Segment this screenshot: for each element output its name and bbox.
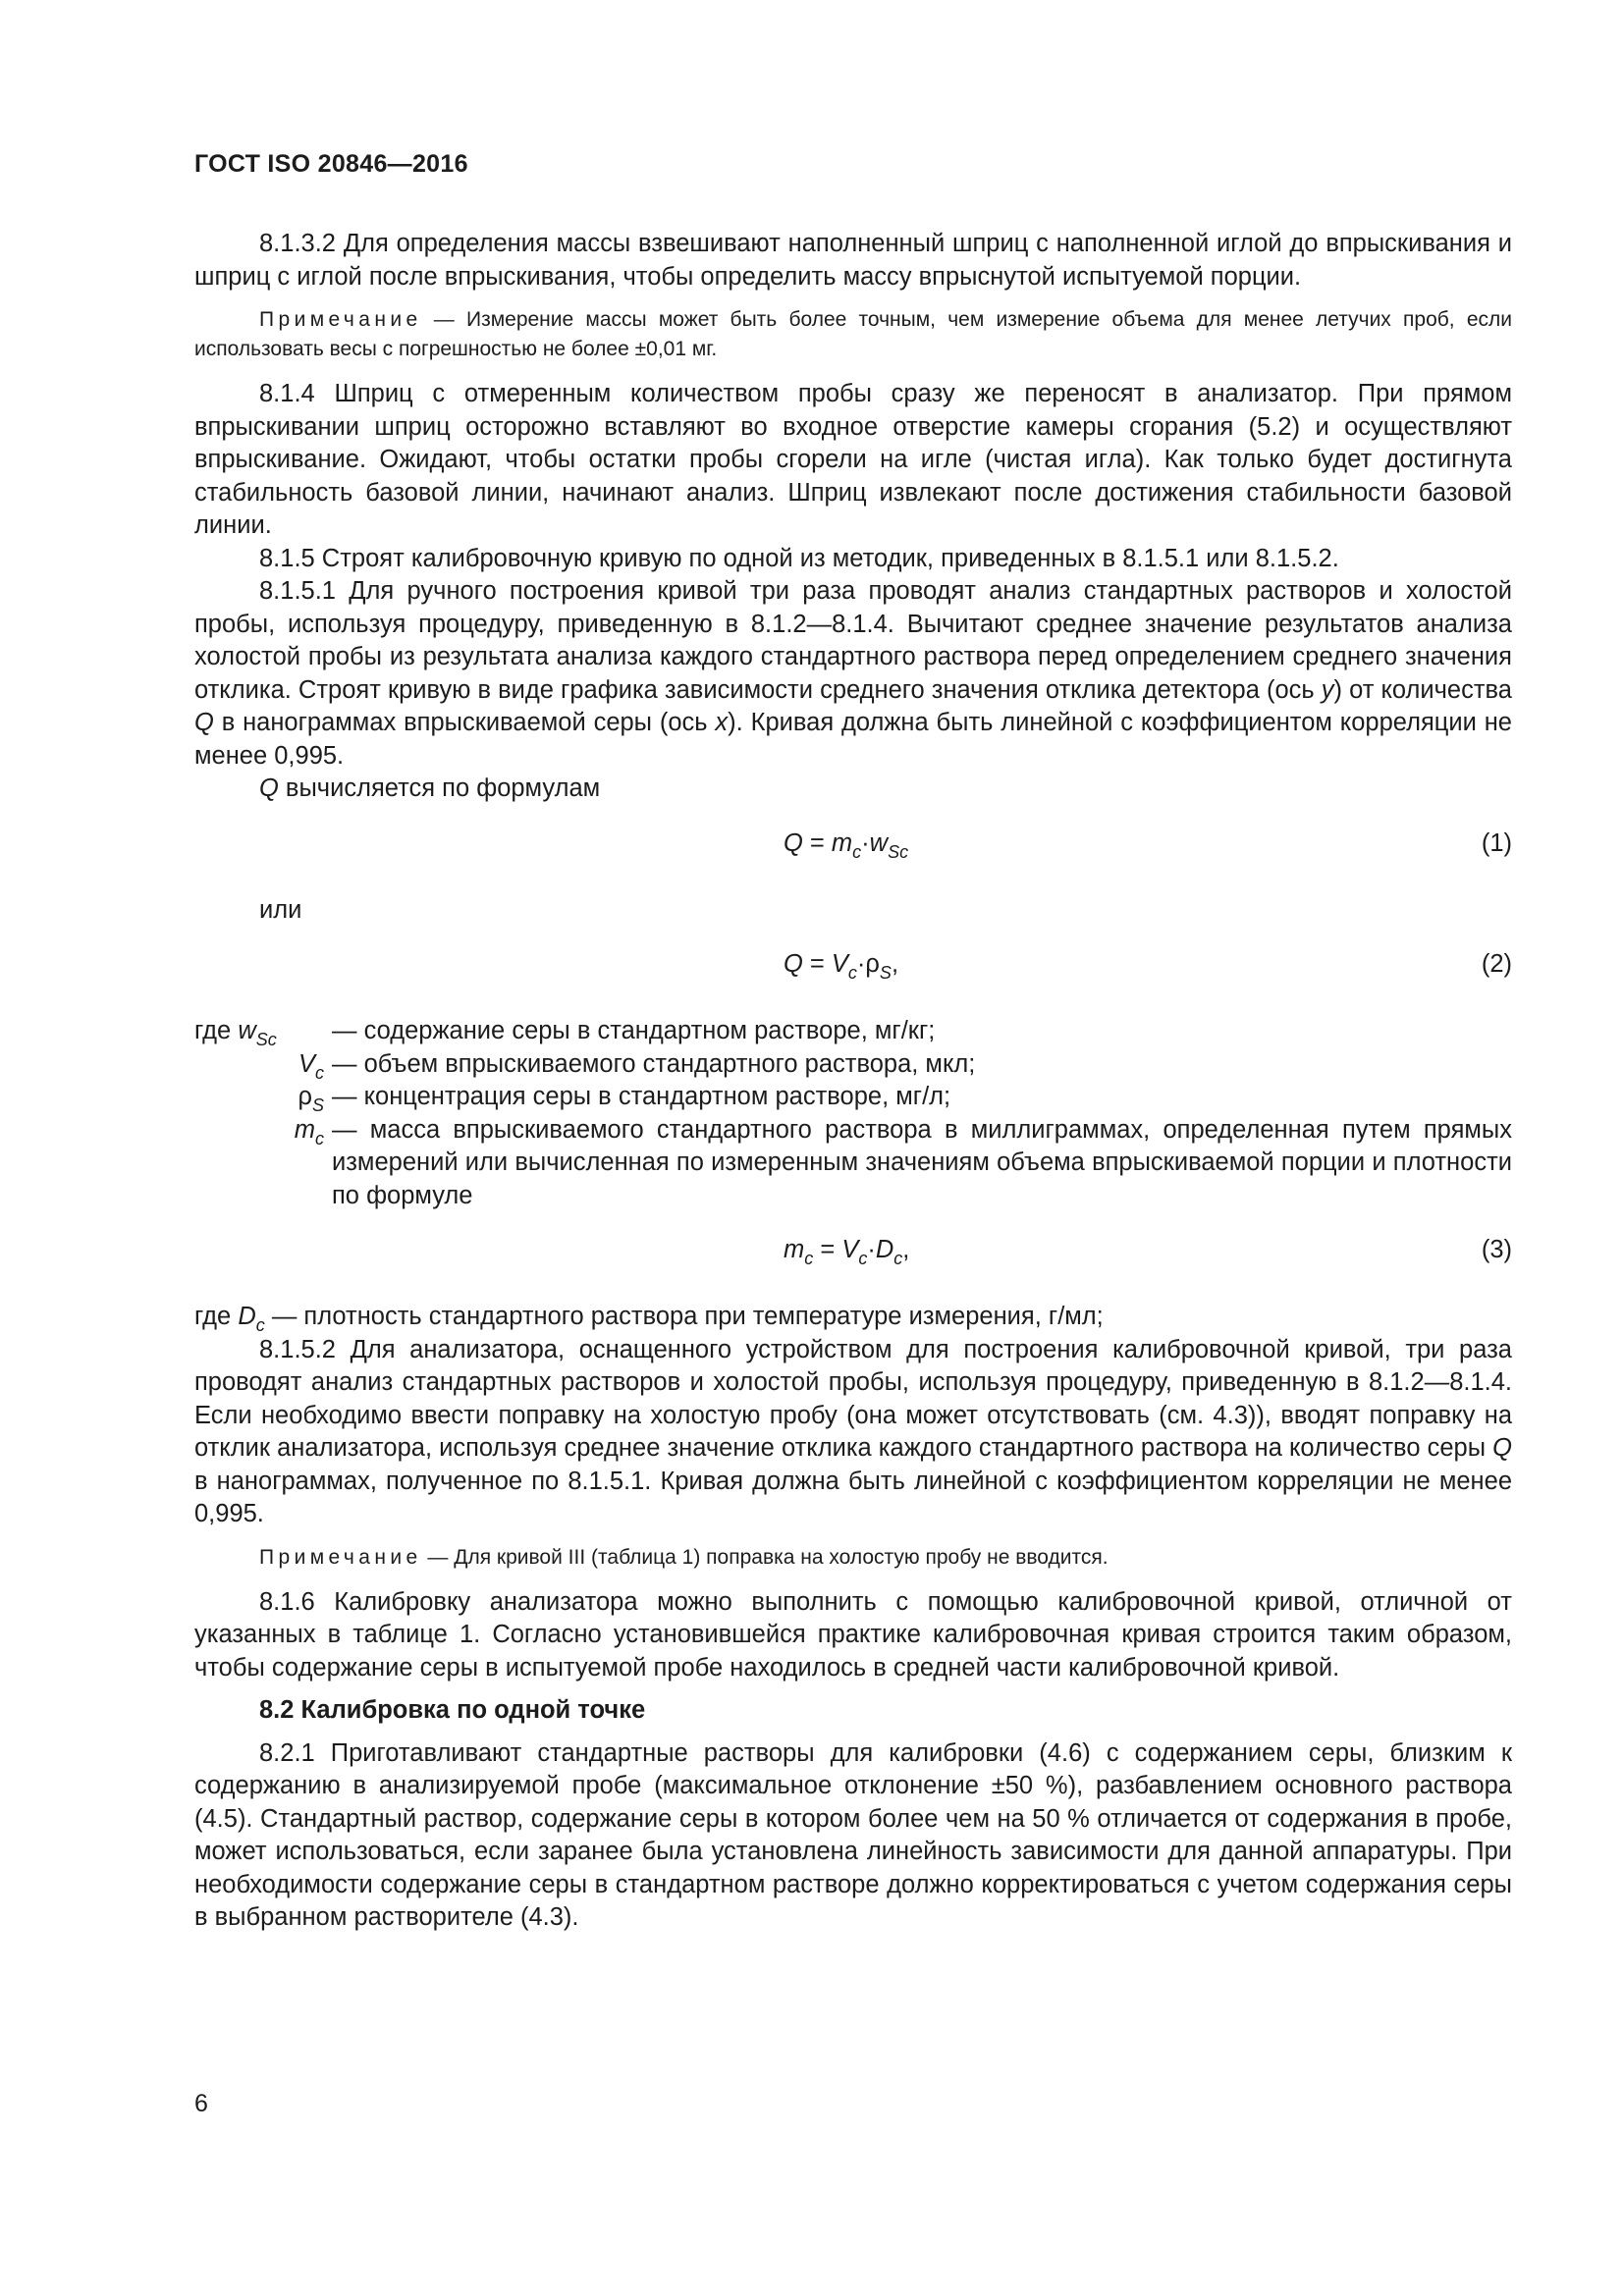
text-segment: вычисляется по формулам bbox=[278, 774, 601, 802]
definitions-list bbox=[194, 1015, 1512, 1212]
equation-2-formula: $Q = V_c\cdot\rho_S$, bbox=[784, 950, 899, 983]
text-segment: 8.1.5.2 Для анализатора, оснащенного устройством для построения калибровочной кривой, три раза проводят анализ стандартных растворов и холостой пробы, используя процедуру, приведенную в 8.1.2—8.1.4. Если необходимо ввести поправку на холостую пробу (она может отсутствовать (см. 4.3)), вводят поправку на отклик анализатора, используя среднее значение отклика каждого стандартного раствора на количество серы bbox=[194, 1335, 1512, 1462]
definition-symbol: где $w_{Sc}$ bbox=[194, 1017, 277, 1049]
equation-3 bbox=[194, 1234, 1512, 1283]
where-label: где bbox=[194, 1303, 232, 1330]
paragraph-8-1-4: 8.1.4 Шприц с отмеренным количеством пробы сразу же переносят в анализатор. При прямом впрыскивании шприц осторожно вставляют во входное отверстие камеры сгорания (5.2) и осуществляют впрыскивание. Ожидают, чтобы остатки пробы сгорели на игле (чистая игла). Как только будет достигнута стабильность базовой линии, начинают анализ. Шприц извлекают после достижения стабильности базовой линии. bbox=[194, 380, 1512, 539]
equation-3-number: (3) bbox=[1481, 1236, 1512, 1263]
paragraph-8-1-5: 8.1.5 Строят калибровочную кривую по одной из методик, приведенных в 8.1.5.1 или 8.1.5.2. bbox=[259, 544, 1339, 572]
note-2 bbox=[194, 1543, 1512, 1573]
definition-wsc bbox=[194, 1015, 1512, 1048]
paragraph-8-2-1: 8.2.1 Приготавливают стандартные растворы для калибровки (4.6) с содержанием серы, близким к содержанию в анализируемой пробе (максимальное отклонение ±50 %), разбавлением основного раствора (4.5). Стандартный раствор, содержание серы в котором более чем на 50 % отличается от содержания в пробе, может использоваться, если заранее была установлена линейность зависимости для данной аппаратуры. При необходимости содержание серы в стандартном растворе должно корректироваться с учетом содержания серы в выбранном растворителе (4.3). bbox=[194, 1738, 1512, 1931]
where-label: где bbox=[194, 1017, 232, 1044]
or-text: или bbox=[259, 895, 302, 924]
note-label: Примечание bbox=[259, 1545, 422, 1569]
page-content bbox=[194, 228, 1512, 1935]
definition-symbol: $m_c$ bbox=[294, 1115, 324, 1148]
definition-text: — объем впрыскиваемого стандартного раствора, мкл; bbox=[332, 1049, 976, 1078]
symbol-x: x bbox=[715, 709, 729, 736]
definition-symbol: $\rho_S$ bbox=[298, 1083, 324, 1115]
formula-intro bbox=[194, 773, 1512, 806]
page-number: 6 bbox=[194, 2090, 208, 2117]
symbol-q: Q bbox=[259, 774, 279, 802]
paragraph-8-1-5-2 bbox=[194, 1334, 1512, 1531]
text-segment: ) от количества bbox=[1333, 675, 1512, 704]
symbol-y: y bbox=[1321, 675, 1334, 704]
symbol-q: Q bbox=[194, 709, 214, 736]
text-segment: в нанограммах впрыскиваемой серы (ось bbox=[213, 709, 716, 736]
note-text: — Для кривой III (таблица 1) поправка на холостую пробу не вводится. bbox=[421, 1545, 1109, 1569]
definition-mc bbox=[194, 1114, 1512, 1213]
equation-2 bbox=[194, 948, 1512, 997]
symbol-q: Q bbox=[1492, 1434, 1512, 1462]
text-segment: 8.1.5.1 Для ручного построения кривой три раза проводят анализ стандартных растворов и холостой пробы, используя процедуру, приведенную в 8.1.2—8.1.4. Вычитают среднее значение результатов анализа холостой пробы из результата анализа каждого стандартного раствора перед определением среднего значения отклика. Строят кривую в виде графика зависимости среднего значения отклика детектора (ось bbox=[194, 577, 1512, 704]
paragraph-8-1-3-2: 8.1.3.2 Для определения массы взвешивают наполненный шприц с наполненной иглой до впрыскивания и шприц с иглой после впрыскивания, чтобы определить массу впрыснутой испытуемой порции. bbox=[194, 230, 1512, 291]
note-label: Примечание bbox=[259, 308, 422, 331]
definition-text: — плотность стандартного раствора при температуре измерения, г/мл; bbox=[271, 1303, 1104, 1330]
definition-rhos bbox=[194, 1081, 1512, 1114]
section-title-8-2: 8.2 Калибровка по одной точке bbox=[259, 1696, 646, 1724]
definition-text: — содержание серы в стандартном растворе, мг/кг; bbox=[332, 1017, 936, 1044]
note-1 bbox=[194, 305, 1512, 364]
definition-text: — концентрация серы в стандартном растворе, мг/л; bbox=[332, 1083, 951, 1110]
equation-3-formula: $m_c = V_c\cdot D_c$, bbox=[784, 1236, 910, 1268]
document-header: ГОСТ ISO 20846—2016 bbox=[194, 150, 468, 178]
equation-2-number: (2) bbox=[1481, 950, 1512, 978]
equation-1-number: (1) bbox=[1481, 828, 1512, 857]
paragraph-8-1-5-1 bbox=[194, 575, 1512, 773]
definition-vc bbox=[194, 1048, 1512, 1082]
text-segment: в нанограммах, полученное по 8.1.5.1. Кривая должна быть линейной с коэффициентом корреляции не менее 0,995. bbox=[194, 1467, 1512, 1527]
definition-symbol: $V_c$ bbox=[298, 1049, 324, 1083]
definition-dc: где $D_c$ — плотность стандартного раствора при температуре измерения, г/мл; bbox=[194, 1303, 1104, 1335]
text-segment: ). Кривая должна быть линейной с коэффициентом корреляции не менее 0,995. bbox=[194, 709, 1512, 770]
note-text: — Измерение массы может быть более точным, чем измерение объема для менее летучих проб, если использовать весы с погрешностью не более ±0,01 мг. bbox=[194, 308, 1512, 360]
equation-1-formula: $Q = m_c\cdot w_{Sc}$ bbox=[784, 828, 909, 862]
equation-1 bbox=[194, 828, 1512, 877]
paragraph-8-1-6: 8.1.6 Калибровку анализатора можно выполнить с помощью калибровочной кривой, отличной от указанных в таблице 1. Согласно установившейся практике калибровочная кривая строится таким образом, чтобы содержание серы в испытуемой пробе находилось в средней части калибровочной кривой. bbox=[194, 1587, 1512, 1682]
definition-text: — масса впрыскиваемого стандартного раствора в миллиграммах, определенная путем прямых измерений или вычисленная по измеренным значениям объема впрыскиваемой порции и плотности по формуле bbox=[332, 1115, 1512, 1209]
